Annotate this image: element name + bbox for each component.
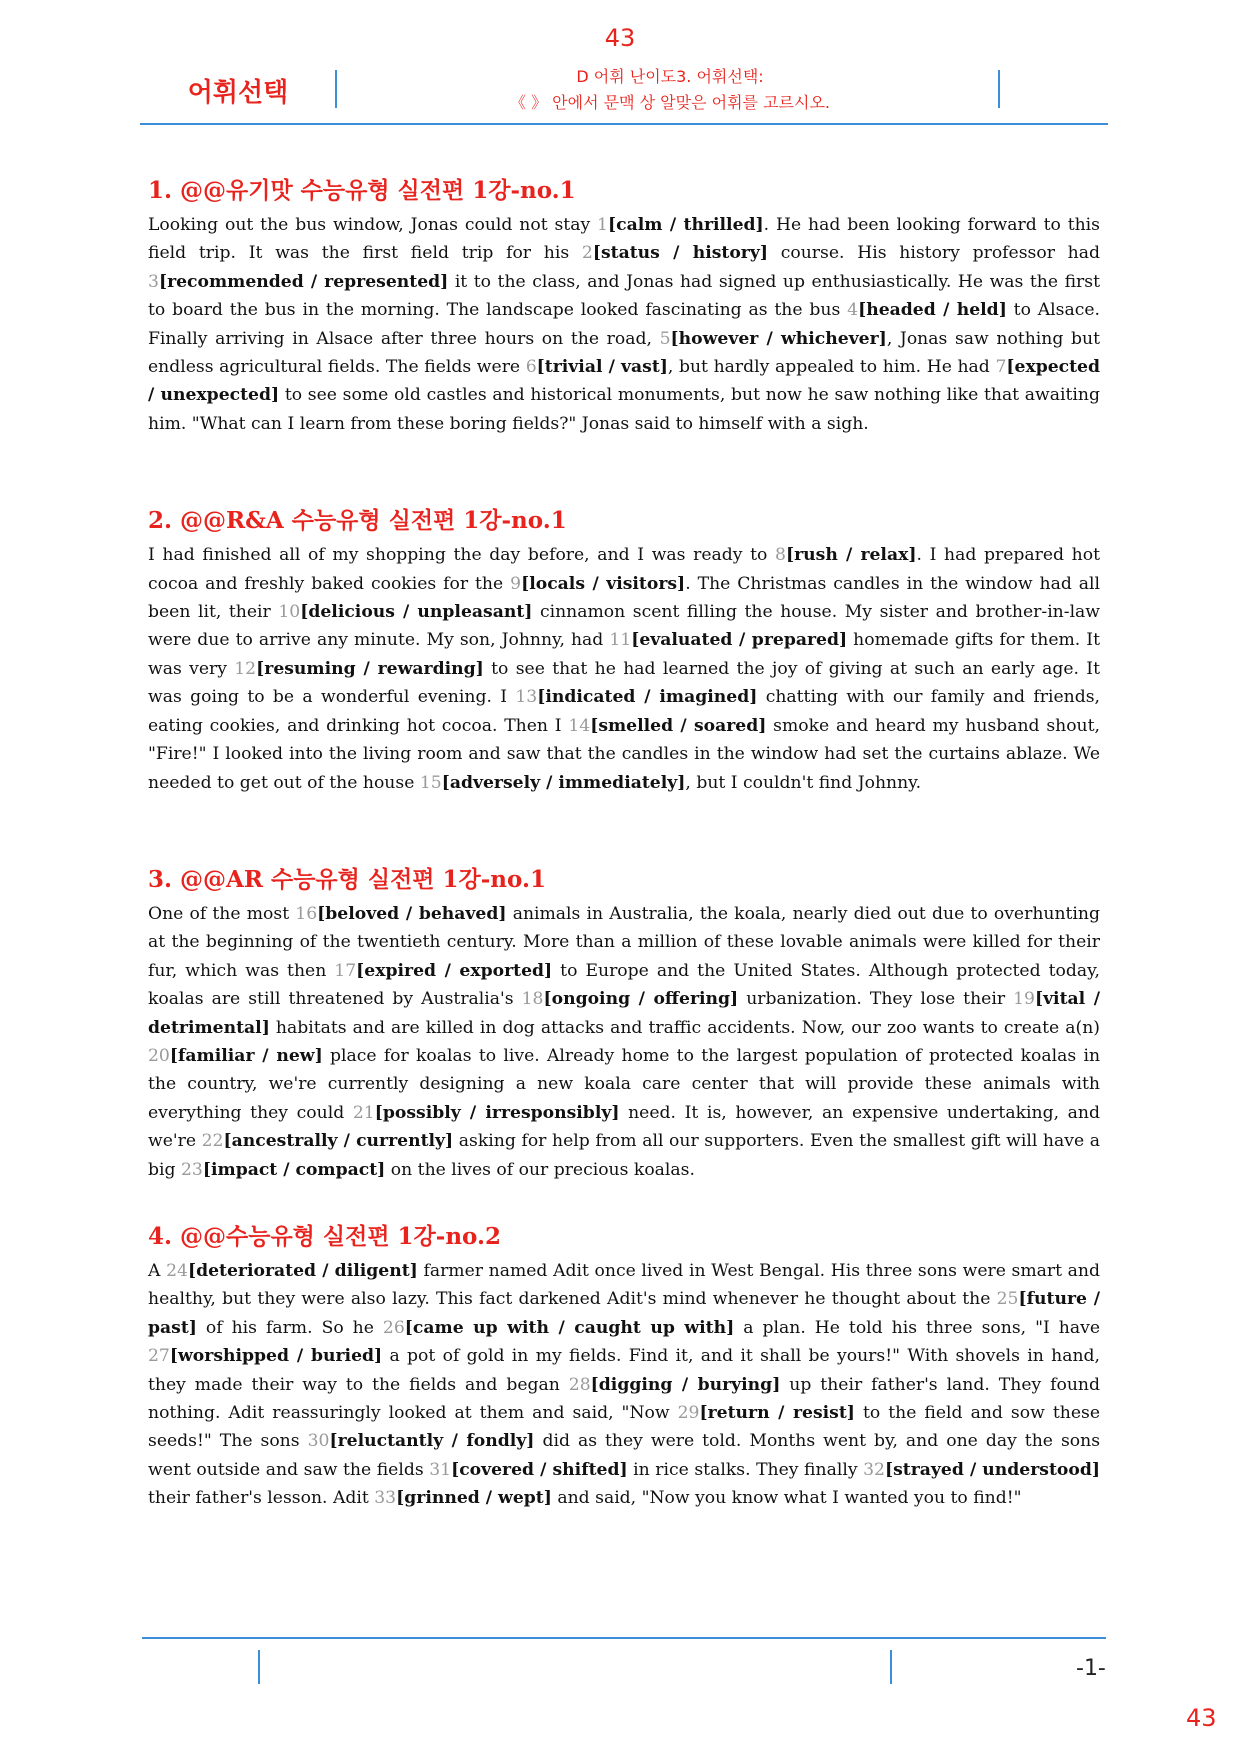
word-choice: [trivial / vast] (536, 357, 668, 378)
word-choice: [ongoing / offering] (543, 989, 739, 1010)
section-title: 3. @@AR 수능유형 실전편 1강-no.1 (148, 865, 546, 893)
passage-text: A (148, 1260, 167, 1281)
question-number: 13 (515, 687, 538, 708)
passage-text: , but hardly appealed to him. He had (667, 357, 996, 378)
header-divider-right (998, 70, 1000, 108)
question-number: 9 (510, 573, 522, 594)
word-choice: [calm / thrilled] (607, 215, 764, 235)
question-number: 12 (234, 658, 257, 679)
passage-text: , but I couldn't find Johnny. (685, 772, 922, 793)
word-choice: [indicated / imagined] (537, 687, 758, 708)
passage-text: One of the most (148, 903, 296, 924)
question-number: 21 (352, 1102, 375, 1123)
passage-text: a pot of gold in my fields. Find it, and it shall be yours!" With shovels in hand, they made their way to the fields and began (148, 1346, 1100, 1395)
question-number: 16 (295, 903, 318, 924)
footer-rule (142, 1637, 1106, 1639)
passage-text: to see that he had learned the joy of giving at such an early age. It was going to be a wonderful evening. I (148, 658, 1100, 708)
word-choice: [covered / shifted] (451, 1459, 628, 1480)
word-choice: [headed / held] (858, 300, 1007, 321)
question-number: 20 (148, 1045, 170, 1066)
question-number: 23 (180, 1159, 203, 1180)
word-choice: [delicious / unpleasant] (300, 602, 533, 623)
word-choice: [locals / visitors] (521, 573, 686, 594)
question-number: 28 (568, 1374, 591, 1395)
word-choice: [possibly / irresponsibly] (374, 1102, 620, 1123)
passage-text: a plan. He told his three sons, "I have (734, 1317, 1100, 1338)
question-number: 18 (521, 989, 544, 1010)
question-number: 17 (334, 960, 357, 981)
question-number: 5 (659, 328, 671, 349)
header-title: 어휘선택 (187, 78, 289, 108)
question-number: 24 (166, 1260, 188, 1281)
word-choice: [smelled / soared] (590, 715, 767, 736)
question-number: 6 (525, 357, 537, 378)
header (140, 64, 1108, 114)
passage-text: homemade gifts for them. It was very (148, 630, 1101, 679)
passage-text: cinnamon scent filling the house. My sister and brother-in-law were due to arrive any minute. My son, Johnny, had (148, 602, 1101, 651)
passage-text: asking for help from all our supporters. Even the smallest gift will have a big (148, 1131, 1100, 1180)
header-rule (140, 123, 1108, 125)
footer-divider-left (258, 1650, 260, 1684)
question-number: 19 (1013, 989, 1035, 1010)
section-body (148, 211, 1100, 438)
question-number: 26 (382, 1317, 405, 1338)
passage-text: to the field and sow these seeds!" The sons (148, 1403, 1100, 1452)
passage-text: . The Christmas candles in the window had all been lit, their (148, 573, 1101, 623)
word-choice: [resuming / rewarding] (256, 658, 484, 679)
page-number-top: 43 (604, 24, 636, 52)
passage-text: habitats and are killed in dog attacks and traffic accidents. Now, our zoo wants to create a(n) (269, 1017, 1100, 1038)
passage-text: to Europe and the United States. Although protected today, koalas are still threatened by Australia's (148, 960, 1100, 1010)
passage-text: . He had been looking forward to this field trip. It was the first field trip for his (148, 215, 1100, 264)
question-number: 27 (148, 1346, 170, 1367)
passage-text: chatting with our family and friends, eating cookies, and drinking hot cocoa. Then I (148, 687, 1100, 736)
question-number: 4 (847, 300, 859, 321)
word-choice: [adversely / immediately] (441, 772, 686, 793)
section-body (148, 541, 1100, 797)
passage-text: up their father's land. They found nothing. Adit reassuringly looked at them and said, "Now (148, 1374, 1100, 1423)
section-3 (148, 861, 1100, 1184)
question-number: 32 (863, 1459, 885, 1480)
question-number: 2 (581, 243, 593, 264)
word-choice: [strayed / understood] (884, 1459, 1100, 1480)
passage-text: urbanization. They lose their (738, 989, 1014, 1010)
section-body (148, 1257, 1100, 1513)
content (148, 172, 1100, 1513)
question-number: 15 (419, 772, 442, 793)
word-choice: [worshipped / buried] (169, 1346, 383, 1367)
section-1 (148, 172, 1100, 438)
header-instructions (340, 64, 1000, 116)
passage-text: farmer named Adit once lived in West Bengal. His three sons were smart and healthy, but they were also lazy. This fact darkened Adit's mind whenever he thought about the (148, 1260, 1100, 1310)
passage-text: of his farm. So he (196, 1317, 383, 1338)
word-choice: [status / history] (592, 243, 768, 264)
passage-text: on the lives of our precious koalas. (385, 1159, 695, 1180)
question-number: 8 (775, 545, 786, 566)
word-choice: [grinned / wept] (396, 1488, 552, 1509)
header-instruction-line1: D 어휘 난이도3. 어휘선택: (576, 67, 764, 86)
passage-text: animals in Australia, the koala, nearly died out due to overhunting at the beginning of the twentieth century. More than a million of these lovable animals were killed for their fur, which was then (148, 903, 1100, 981)
question-number: 10 (278, 602, 301, 623)
word-choice: [return / resist] (699, 1403, 855, 1423)
question-number: 14 (568, 715, 591, 736)
passage-text: need. It is, however, an expensive undertaking, and we're (148, 1102, 1100, 1152)
word-choice: [impact / compact] (202, 1159, 386, 1180)
passage-text: course. His history professor had (767, 243, 1100, 264)
passage-text: their father's lesson. Adit (148, 1488, 375, 1509)
passage-text: and said, "Now you know what I wanted you to find!" (551, 1488, 1022, 1509)
question-number: 1 (597, 215, 608, 235)
passage-text: , Jonas saw nothing but endless agricultural fields. The fields were (148, 328, 1100, 378)
section-title: 4. @@수능유형 실전편 1강-no.2 (148, 1222, 501, 1250)
word-choice: [expired / exported] (356, 960, 553, 981)
section-title: 2. @@R&A 수능유형 실전편 1강-no.1 (148, 507, 567, 535)
passage-text: to Alsace. Finally arriving in Alsace after three hours on the road, (148, 300, 1101, 349)
section-body (148, 900, 1100, 1184)
passage-text: it to the class, and Jonas had signed up enthusiastically. He was the first to board the bus in the morning. The landscape looked fascinating as the bus (148, 271, 1100, 321)
passage-text: to see some old castles and historical monuments, but now he saw nothing like that awaiting him. "What can I learn from these boring fields?" Jonas said to himself with a sigh. (148, 385, 1100, 434)
question-number: 3 (148, 271, 159, 292)
passage-text: place for koalas to live. Already home to the largest population of protected koalas in the country, we're currently designing a new koala care center that will provide these animals with everything they could (148, 1045, 1101, 1123)
passage-text: smoke and heard my husband shout, "Fire!" I looked into the living room and saw that the candles in the window had set the curtains ablaze. We needed to get out of the house (148, 715, 1100, 793)
passage-text: did as they were told. Months went by, and one day the sons went outside and saw the fields (148, 1431, 1101, 1480)
page-number-bottom: 43 (1186, 1704, 1217, 1732)
footer-divider-right (890, 1650, 892, 1684)
question-number: 33 (374, 1488, 397, 1509)
word-choice: [ancestrally / currently] (223, 1131, 454, 1152)
word-choice: [future / past] (148, 1289, 1100, 1338)
passage-text: I had finished all of my shopping the day before, and I was ready to (148, 545, 776, 566)
word-choice: [deteriorated / diligent] (187, 1260, 418, 1281)
question-number: 30 (307, 1431, 330, 1452)
question-number: 31 (429, 1459, 452, 1480)
question-number: 11 (609, 630, 632, 651)
header-instruction-line2: 《 》 안에서 문맥 상 알맞은 어휘를 고르시오. (510, 93, 830, 112)
passage-text: in rice stalks. They finally (627, 1459, 864, 1480)
word-choice: [vital / detrimental] (148, 989, 1101, 1038)
passage-text: Looking out the bus window, Jonas could not stay (148, 215, 598, 235)
header-divider-left (335, 70, 337, 108)
question-number: 25 (996, 1289, 1019, 1310)
section-4 (148, 1218, 1100, 1513)
word-choice: [recommended / represented] (158, 271, 449, 292)
footer-page-number: -1- (1076, 1656, 1106, 1681)
question-number: 7 (995, 357, 1007, 378)
word-choice: [familiar / new] (169, 1045, 323, 1066)
question-number: 29 (677, 1403, 700, 1423)
word-choice: [rush / relax] (785, 545, 917, 566)
word-choice: [reluctantly / fondly] (329, 1431, 535, 1452)
section-2 (148, 502, 1100, 797)
question-number: 22 (201, 1131, 224, 1152)
word-choice: [expected / unexpected] (148, 357, 1100, 406)
section-title: 1. @@유기맛 수능유형 실전편 1강-no.1 (148, 177, 576, 204)
word-choice: [however / whichever] (670, 328, 887, 349)
passage-text: . I had prepared hot cocoa and freshly baked cookies for the (148, 545, 1101, 594)
word-choice: [beloved / behaved] (317, 903, 507, 924)
word-choice: [evaluated / prepared] (631, 630, 848, 651)
word-choice: [came up with / caught up with] (404, 1317, 735, 1338)
word-choice: [digging / burying] (590, 1374, 781, 1395)
